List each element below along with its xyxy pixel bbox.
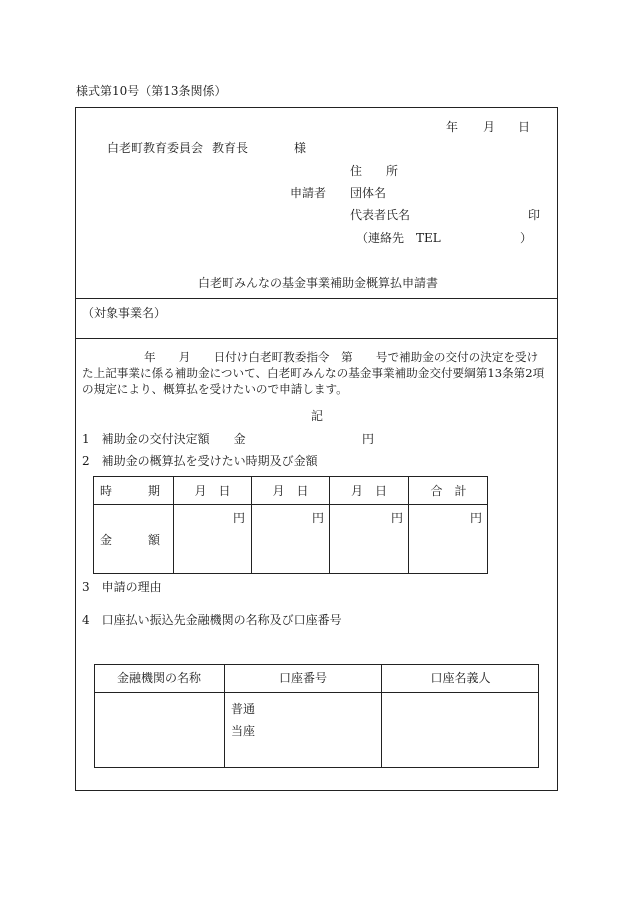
item-1: 1 補助金の交付決定額 金 bbox=[82, 432, 246, 446]
addressee-honorific: 様 bbox=[294, 141, 307, 155]
schedule-date-col-2: 月 日 bbox=[272, 484, 309, 498]
schedule-total-label: 合 計 bbox=[430, 484, 467, 498]
divider-project-top bbox=[75, 298, 558, 299]
representative-label: 代表者氏名 bbox=[350, 208, 411, 222]
date-month: 月 bbox=[483, 120, 496, 134]
body-line-3: の規定により、概算払を受けたいので申請します。 bbox=[82, 382, 348, 396]
bank-header-account-holder: 口座名義人 bbox=[430, 671, 491, 685]
item-2: 2 補助金の概算払を受けたい時期及び金額 bbox=[82, 454, 318, 468]
bank-table-header-divider bbox=[94, 692, 539, 693]
schedule-table-header-divider bbox=[93, 504, 488, 505]
contact-close: ） bbox=[520, 231, 533, 245]
bank-header-account-number: 口座番号 bbox=[278, 671, 327, 685]
addressee-title: 教育長 bbox=[212, 141, 249, 155]
body-line-1: 年 月 日付け白老町教委指令 第 号で補助金の交付の決定を受け bbox=[144, 350, 539, 364]
date-day: 日 bbox=[518, 120, 531, 134]
project-name-label: （対象事業名） bbox=[82, 306, 167, 320]
account-type-current: 当座 bbox=[231, 724, 256, 738]
bank-header-institution: 金融機関の名称 bbox=[116, 671, 201, 685]
date-year: 年 bbox=[446, 120, 459, 134]
account-type-ordinary: 普通 bbox=[231, 702, 256, 716]
schedule-period-label: 時 期 bbox=[100, 484, 161, 498]
item-4: 4 口座払い振込先金融機関の名称及び口座番号 bbox=[82, 613, 342, 627]
contact-label: （連絡先 TEL bbox=[356, 231, 441, 245]
group-label: 団体名 bbox=[350, 186, 387, 200]
page-title: 白老町みんなの基金事業補助金概算払申請書 bbox=[198, 276, 439, 290]
divider-project-bottom bbox=[75, 338, 558, 339]
schedule-yen-2: 円 bbox=[312, 511, 325, 525]
schedule-yen-1: 円 bbox=[233, 511, 246, 525]
schedule-amount-label: 金 額 bbox=[100, 533, 161, 547]
addressee-org: 白老町教育委員会 bbox=[107, 141, 204, 155]
schedule-date-col-3: 月 日 bbox=[350, 484, 387, 498]
schedule-yen-3: 円 bbox=[391, 511, 404, 525]
item-3: 3 申請の理由 bbox=[82, 580, 162, 594]
item-1-yen: 円 bbox=[362, 432, 375, 446]
ki-heading: 記 bbox=[311, 409, 324, 423]
schedule-yen-total: 円 bbox=[470, 511, 483, 525]
form-number: 様式第10号（第13条関係） bbox=[76, 84, 227, 98]
applicant-label: 申請者 bbox=[290, 186, 327, 200]
address-label: 住 所 bbox=[350, 164, 399, 178]
seal-label: 印 bbox=[528, 208, 541, 222]
schedule-date-col-1: 月 日 bbox=[194, 484, 231, 498]
body-line-2: た上記事業に係る補助金について、白老町みんなの基金事業補助金交付要綱第13条第2項 bbox=[82, 366, 545, 380]
